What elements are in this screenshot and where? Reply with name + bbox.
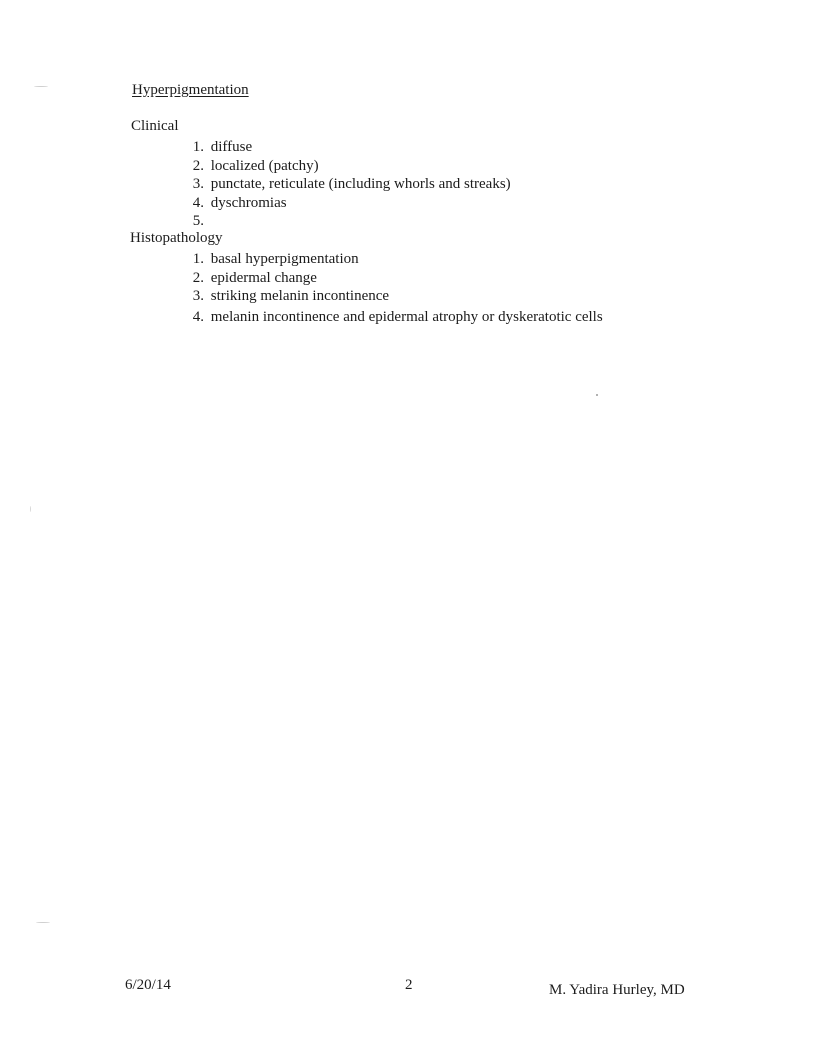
list-item (170, 269, 603, 288)
clinical-list (170, 138, 511, 231)
list-item-text: diffuse (210, 139, 253, 155)
list-item-number: 1. (192, 139, 204, 155)
list-item-number: 3. (192, 288, 204, 304)
list-item-number: 4. (192, 194, 204, 211)
list-item-number: 2. (192, 269, 204, 286)
list-item-number: 3. (192, 176, 204, 192)
list-item (170, 287, 603, 306)
scan-speck (596, 394, 598, 396)
list-item-text: dyschromias (210, 194, 287, 211)
list-item (170, 306, 603, 326)
scan-speck (36, 922, 50, 923)
list-item (170, 250, 603, 269)
list-item-number: 1. (192, 251, 204, 267)
section-label-clinical: Clinical (131, 118, 179, 134)
footer-page-number: 2 (405, 977, 413, 993)
list-item-text: striking melanin incontinence (210, 288, 390, 304)
list-item (170, 212, 511, 231)
list-item-text: epidermal change (210, 269, 317, 286)
footer-date: 6/20/14 (125, 977, 171, 993)
list-item-text: localized (patchy) (210, 157, 319, 174)
list-item-text: melanin incontinence and epidermal atrophy or dyskeratotic cells (210, 308, 603, 325)
list-item-text: basal hyperpigmentation (210, 251, 359, 267)
list-item (170, 138, 511, 157)
list-item (170, 175, 511, 194)
list-item (170, 157, 511, 176)
scan-speck (30, 506, 31, 512)
section-label-histopathology: Histopathology (130, 230, 223, 246)
footer-author: M. Yadira Hurley, MD (549, 982, 685, 998)
list-item-number: 2. (192, 157, 204, 174)
histopathology-list (170, 250, 603, 326)
list-item (170, 194, 511, 213)
list-item-number: 4. (192, 308, 204, 325)
document-title: Hyperpigmentation (132, 82, 249, 98)
list-item-text: punctate, reticulate (including whorls and streaks) (210, 176, 511, 192)
scan-speck (34, 86, 48, 87)
list-item-number: 5. (192, 213, 204, 229)
